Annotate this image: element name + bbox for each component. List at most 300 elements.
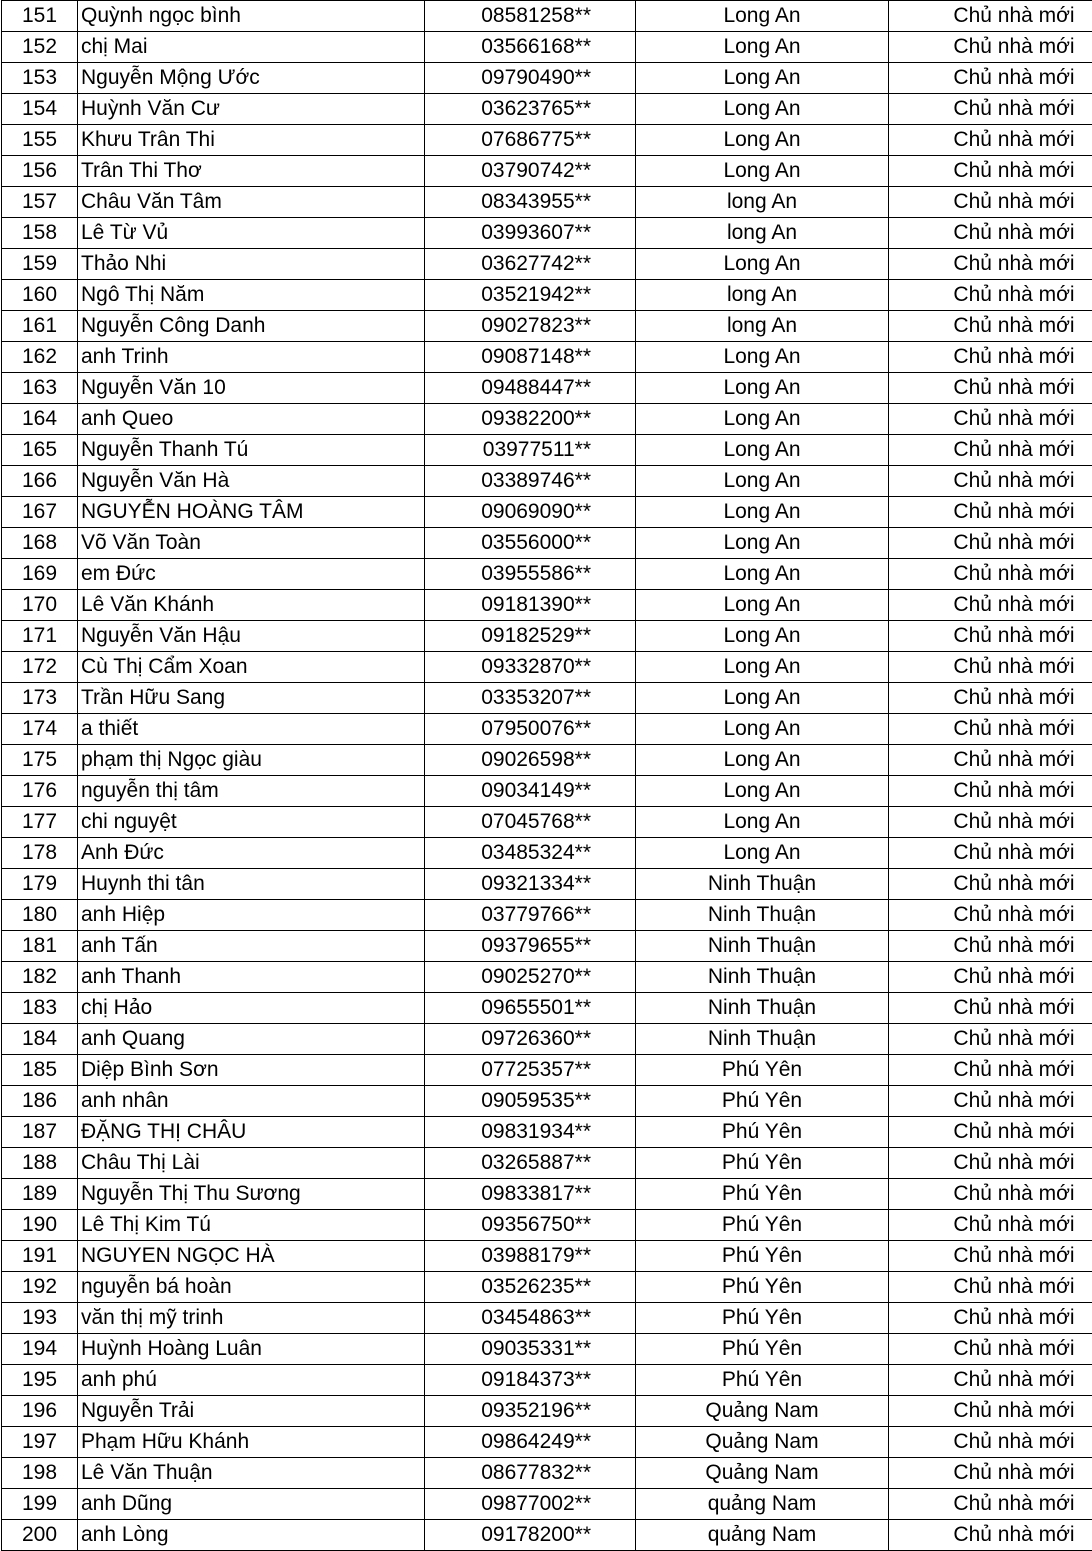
- row-number-cell[interactable]: 195: [2, 1365, 78, 1396]
- province-cell[interactable]: Long An: [636, 342, 889, 373]
- province-cell[interactable]: Phú Yên: [636, 1334, 889, 1365]
- row-number-cell[interactable]: 187: [2, 1117, 78, 1148]
- table-row: [2, 621, 1092, 652]
- row-number-cell[interactable]: 168: [2, 528, 78, 559]
- phone-cell[interactable]: 09877002**: [425, 1489, 636, 1520]
- province-cell[interactable]: quảng Nam: [636, 1489, 889, 1520]
- row-number-cell[interactable]: 169: [2, 559, 78, 590]
- customer-name-cell[interactable]: Châu Văn Tâm: [78, 187, 425, 218]
- phone-cell[interactable]: 09035331**: [425, 1334, 636, 1365]
- row-number-cell[interactable]: 184: [2, 1024, 78, 1055]
- table-row: [2, 1148, 1092, 1179]
- row-number-cell[interactable]: 166: [2, 466, 78, 497]
- status-cell[interactable]: Chủ nhà mới: [889, 218, 1092, 249]
- status-cell[interactable]: Chủ nhà mới: [889, 63, 1092, 94]
- row-number-cell[interactable]: 180: [2, 900, 78, 931]
- table-row: [2, 807, 1092, 838]
- status-cell[interactable]: Chủ nhà mới: [889, 32, 1092, 63]
- table-row: [2, 869, 1092, 900]
- table-row: [2, 497, 1092, 528]
- status-cell[interactable]: Chủ nhà mới: [889, 931, 1092, 962]
- province-cell[interactable]: Long An: [636, 125, 889, 156]
- customer-name-cell[interactable]: Ngô Thị Năm: [78, 280, 425, 311]
- row-number-cell[interactable]: 152: [2, 32, 78, 63]
- province-cell[interactable]: Phú Yên: [636, 1179, 889, 1210]
- province-cell[interactable]: Phú Yên: [636, 1210, 889, 1241]
- row-number-cell[interactable]: 199: [2, 1489, 78, 1520]
- phone-cell[interactable]: 09184373**: [425, 1365, 636, 1396]
- row-number-cell[interactable]: 161: [2, 311, 78, 342]
- status-cell[interactable]: Chủ nhà mới: [889, 590, 1092, 621]
- table-row: [2, 156, 1092, 187]
- customer-name-cell[interactable]: chi nguyệt: [78, 807, 425, 838]
- customer-name-cell[interactable]: anh Lòng: [78, 1520, 425, 1551]
- row-number-cell[interactable]: 175: [2, 745, 78, 776]
- province-cell[interactable]: Long An: [636, 776, 889, 807]
- customer-name-cell[interactable]: anh Tấn: [78, 931, 425, 962]
- customer-name-cell[interactable]: văn thị mỹ trinh: [78, 1303, 425, 1334]
- phone-cell[interactable]: 07725357**: [425, 1055, 636, 1086]
- phone-cell[interactable]: 09655501**: [425, 993, 636, 1024]
- status-cell[interactable]: Chủ nhà mới: [889, 1303, 1092, 1334]
- status-cell[interactable]: Chủ nhà mới: [889, 1272, 1092, 1303]
- row-number-cell[interactable]: 159: [2, 249, 78, 280]
- table-row: [2, 683, 1092, 714]
- table-row: [2, 590, 1092, 621]
- status-cell[interactable]: Chủ nhà mới: [889, 683, 1092, 714]
- province-cell[interactable]: Long An: [636, 807, 889, 838]
- phone-cell[interactable]: 09321334**: [425, 869, 636, 900]
- phone-cell[interactable]: 03265887**: [425, 1148, 636, 1179]
- customer-name-cell[interactable]: chị Mai: [78, 32, 425, 63]
- province-cell[interactable]: Ninh Thuận: [636, 1024, 889, 1055]
- customer-name-cell[interactable]: Khưu Trân Thi: [78, 125, 425, 156]
- customer-name-cell[interactable]: anh nhân: [78, 1086, 425, 1117]
- status-cell[interactable]: Chủ nhà mới: [889, 1458, 1092, 1489]
- customer-name-cell[interactable]: NGUYEN NGỌC HÀ: [78, 1241, 425, 1272]
- status-cell[interactable]: Chủ nhà mới: [889, 1396, 1092, 1427]
- customer-name-cell[interactable]: Nguyễn Thị Thu Sương: [78, 1179, 425, 1210]
- province-cell[interactable]: Long An: [636, 249, 889, 280]
- row-number-cell[interactable]: 171: [2, 621, 78, 652]
- status-cell[interactable]: Chủ nhà mới: [889, 1117, 1092, 1148]
- row-number-cell[interactable]: 163: [2, 373, 78, 404]
- status-cell[interactable]: Chủ nhà mới: [889, 1086, 1092, 1117]
- customer-name-cell[interactable]: Trần Hữu Sang: [78, 683, 425, 714]
- status-cell[interactable]: Chủ nhà mới: [889, 1489, 1092, 1520]
- phone-cell[interactable]: 03566168**: [425, 32, 636, 63]
- province-cell[interactable]: Long An: [636, 559, 889, 590]
- table-row: [2, 1210, 1092, 1241]
- phone-cell[interactable]: 09864249**: [425, 1427, 636, 1458]
- row-number-cell[interactable]: 191: [2, 1241, 78, 1272]
- province-cell[interactable]: Phú Yên: [636, 1055, 889, 1086]
- province-cell[interactable]: long An: [636, 280, 889, 311]
- status-cell[interactable]: Chủ nhà mới: [889, 497, 1092, 528]
- status-cell[interactable]: Chủ nhà mới: [889, 311, 1092, 342]
- phone-cell[interactable]: 03955586**: [425, 559, 636, 590]
- table-row: [2, 63, 1092, 94]
- row-number-cell[interactable]: 172: [2, 652, 78, 683]
- phone-cell[interactable]: 07950076**: [425, 714, 636, 745]
- customer-table: [1, 0, 1092, 1551]
- province-cell[interactable]: Ninh Thuận: [636, 993, 889, 1024]
- row-number-cell[interactable]: 196: [2, 1396, 78, 1427]
- customer-name-cell[interactable]: anh phú: [78, 1365, 425, 1396]
- phone-cell[interactable]: 03521942**: [425, 280, 636, 311]
- customer-name-cell[interactable]: anh Dũng: [78, 1489, 425, 1520]
- province-cell[interactable]: Long An: [636, 1, 889, 32]
- province-cell[interactable]: Long An: [636, 156, 889, 187]
- table-row: [2, 745, 1092, 776]
- province-cell[interactable]: Quảng Nam: [636, 1427, 889, 1458]
- customer-name-cell[interactable]: Nguyễn Công Danh: [78, 311, 425, 342]
- province-cell[interactable]: Long An: [636, 621, 889, 652]
- table-row: [2, 1427, 1092, 1458]
- status-cell[interactable]: Chủ nhà mới: [889, 559, 1092, 590]
- customer-name-cell[interactable]: Lê Thị Kim Tú: [78, 1210, 425, 1241]
- row-number-cell[interactable]: 194: [2, 1334, 78, 1365]
- row-number-cell[interactable]: 182: [2, 962, 78, 993]
- table-row: [2, 1241, 1092, 1272]
- phone-cell[interactable]: 08343955**: [425, 187, 636, 218]
- row-number-cell[interactable]: 156: [2, 156, 78, 187]
- status-cell[interactable]: Chủ nhà mới: [889, 869, 1092, 900]
- province-cell[interactable]: Long An: [636, 94, 889, 125]
- phone-cell[interactable]: 09790490**: [425, 63, 636, 94]
- row-number-cell[interactable]: 164: [2, 404, 78, 435]
- customer-name-cell[interactable]: a thiết: [78, 714, 425, 745]
- row-number-cell[interactable]: 200: [2, 1520, 78, 1551]
- table-row: [2, 466, 1092, 497]
- phone-cell[interactable]: 03623765**: [425, 94, 636, 125]
- status-cell[interactable]: Chủ nhà mới: [889, 1055, 1092, 1086]
- customer-name-cell[interactable]: Diệp Bình Sơn: [78, 1055, 425, 1086]
- row-number-cell[interactable]: 176: [2, 776, 78, 807]
- customer-name-cell[interactable]: phạm thị Ngọc giàu: [78, 745, 425, 776]
- phone-cell[interactable]: 09356750**: [425, 1210, 636, 1241]
- customer-name-cell[interactable]: Nguyễn Trải: [78, 1396, 425, 1427]
- status-cell[interactable]: Chủ nhà mới: [889, 280, 1092, 311]
- province-cell[interactable]: Long An: [636, 683, 889, 714]
- phone-cell[interactable]: 09488447**: [425, 373, 636, 404]
- table-row: [2, 1520, 1092, 1551]
- province-cell[interactable]: Long An: [636, 714, 889, 745]
- province-cell[interactable]: Long An: [636, 435, 889, 466]
- customer-name-cell[interactable]: NGUYỄN HOÀNG TÂM: [78, 497, 425, 528]
- table-row: [2, 714, 1092, 745]
- customer-name-cell[interactable]: anh Thanh: [78, 962, 425, 993]
- status-cell[interactable]: Chủ nhà mới: [889, 249, 1092, 280]
- customer-name-cell[interactable]: nguyễn bá hoàn: [78, 1272, 425, 1303]
- province-cell[interactable]: Ninh Thuận: [636, 962, 889, 993]
- phone-cell[interactable]: 09833817**: [425, 1179, 636, 1210]
- table-row: [2, 125, 1092, 156]
- row-number-cell[interactable]: 178: [2, 838, 78, 869]
- phone-cell[interactable]: 07686775**: [425, 125, 636, 156]
- province-cell[interactable]: long An: [636, 218, 889, 249]
- province-cell[interactable]: Phú Yên: [636, 1365, 889, 1396]
- table-row: [2, 1489, 1092, 1520]
- phone-cell[interactable]: 09069090**: [425, 497, 636, 528]
- customer-name-cell[interactable]: Cù Thị Cẩm Xoan: [78, 652, 425, 683]
- phone-cell[interactable]: 09178200**: [425, 1520, 636, 1551]
- table-row: [2, 528, 1092, 559]
- row-number-cell[interactable]: 190: [2, 1210, 78, 1241]
- province-cell[interactable]: Long An: [636, 466, 889, 497]
- row-number-cell[interactable]: 181: [2, 931, 78, 962]
- customer-name-cell[interactable]: Võ Văn Toàn: [78, 528, 425, 559]
- status-cell[interactable]: Chủ nhà mới: [889, 373, 1092, 404]
- phone-cell[interactable]: 09382200**: [425, 404, 636, 435]
- status-cell[interactable]: Chủ nhà mới: [889, 1365, 1092, 1396]
- customer-name-cell[interactable]: Lê Từ Vủ: [78, 218, 425, 249]
- province-cell[interactable]: Ninh Thuận: [636, 869, 889, 900]
- row-number-cell[interactable]: 173: [2, 683, 78, 714]
- status-cell[interactable]: Chủ nhà mới: [889, 745, 1092, 776]
- customer-name-cell[interactable]: Nguyễn Văn Hà: [78, 466, 425, 497]
- customer-name-cell[interactable]: Huynh thi tân: [78, 869, 425, 900]
- row-number-cell[interactable]: 167: [2, 497, 78, 528]
- province-cell[interactable]: Phú Yên: [636, 1117, 889, 1148]
- customer-name-cell[interactable]: Lê Văn Khánh: [78, 590, 425, 621]
- customer-name-cell[interactable]: Quỳnh ngọc bình: [78, 1, 425, 32]
- row-number-cell[interactable]: 193: [2, 1303, 78, 1334]
- status-cell[interactable]: Chủ nhà mới: [889, 1, 1092, 32]
- customer-name-cell[interactable]: anh Quang: [78, 1024, 425, 1055]
- table-row: [2, 435, 1092, 466]
- table-row: [2, 1396, 1092, 1427]
- table-row: [2, 404, 1092, 435]
- phone-cell[interactable]: 03353207**: [425, 683, 636, 714]
- status-cell[interactable]: Chủ nhà mới: [889, 1179, 1092, 1210]
- customer-name-cell[interactable]: Nguyễn Văn 10: [78, 373, 425, 404]
- table-row: [2, 1365, 1092, 1396]
- phone-cell[interactable]: 03993607**: [425, 218, 636, 249]
- customer-name-cell[interactable]: Nguyễn Văn Hậu: [78, 621, 425, 652]
- province-cell[interactable]: Phú Yên: [636, 1148, 889, 1179]
- province-cell[interactable]: Long An: [636, 63, 889, 94]
- row-number-cell[interactable]: 185: [2, 1055, 78, 1086]
- status-cell[interactable]: Chủ nhà mới: [889, 94, 1092, 125]
- province-cell[interactable]: Ninh Thuận: [636, 900, 889, 931]
- table-row: [2, 559, 1092, 590]
- row-number-cell[interactable]: 198: [2, 1458, 78, 1489]
- table-row: [2, 1272, 1092, 1303]
- table-body: [2, 1, 1092, 1551]
- customer-name-cell[interactable]: Huỳnh Văn Cư: [78, 94, 425, 125]
- customer-name-cell[interactable]: Thảo Nhi: [78, 249, 425, 280]
- status-cell[interactable]: Chủ nhà mới: [889, 125, 1092, 156]
- row-number-cell[interactable]: 192: [2, 1272, 78, 1303]
- phone-cell[interactable]: 09059535**: [425, 1086, 636, 1117]
- table-row: [2, 993, 1092, 1024]
- phone-cell[interactable]: 07045768**: [425, 807, 636, 838]
- table-row: [2, 342, 1092, 373]
- customer-name-cell[interactable]: anh Hiệp: [78, 900, 425, 931]
- table-row: [2, 1458, 1092, 1489]
- status-cell[interactable]: Chủ nhà mới: [889, 342, 1092, 373]
- table-row: [2, 931, 1092, 962]
- province-cell[interactable]: Long An: [636, 497, 889, 528]
- customer-name-cell[interactable]: Phạm Hữu Khánh: [78, 1427, 425, 1458]
- phone-cell[interactable]: 09026598**: [425, 745, 636, 776]
- table-row: [2, 1024, 1092, 1055]
- status-cell[interactable]: Chủ nhà mới: [889, 1520, 1092, 1551]
- phone-cell[interactable]: 09181390**: [425, 590, 636, 621]
- province-cell[interactable]: Long An: [636, 404, 889, 435]
- status-cell[interactable]: Chủ nhà mới: [889, 1427, 1092, 1458]
- customer-name-cell[interactable]: anh Trinh: [78, 342, 425, 373]
- customer-name-cell[interactable]: Trân Thi Thơ: [78, 156, 425, 187]
- status-cell[interactable]: Chủ nhà mới: [889, 1210, 1092, 1241]
- row-number-cell[interactable]: 179: [2, 869, 78, 900]
- phone-cell[interactable]: 08677832**: [425, 1458, 636, 1489]
- status-cell[interactable]: Chủ nhà mới: [889, 962, 1092, 993]
- status-cell[interactable]: Chủ nhà mới: [889, 1148, 1092, 1179]
- row-number-cell[interactable]: 157: [2, 187, 78, 218]
- customer-name-cell[interactable]: chị Hảo: [78, 993, 425, 1024]
- status-cell[interactable]: Chủ nhà mới: [889, 1024, 1092, 1055]
- phone-cell[interactable]: 09182529**: [425, 621, 636, 652]
- phone-cell[interactable]: 09726360**: [425, 1024, 636, 1055]
- customer-name-cell[interactable]: Anh Đức: [78, 838, 425, 869]
- phone-cell[interactable]: 03485324**: [425, 838, 636, 869]
- phone-cell[interactable]: 03627742**: [425, 249, 636, 280]
- province-cell[interactable]: Long An: [636, 745, 889, 776]
- table-row: [2, 311, 1092, 342]
- phone-cell[interactable]: 09025270**: [425, 962, 636, 993]
- table-row: [2, 838, 1092, 869]
- status-cell[interactable]: Chủ nhà mới: [889, 621, 1092, 652]
- phone-cell[interactable]: 03977511**: [425, 435, 636, 466]
- customer-name-cell[interactable]: ĐẶNG THỊ CHÂU: [78, 1117, 425, 1148]
- province-cell[interactable]: Long An: [636, 838, 889, 869]
- phone-cell[interactable]: 09034149**: [425, 776, 636, 807]
- row-number-cell[interactable]: 151: [2, 1, 78, 32]
- row-number-cell[interactable]: 188: [2, 1148, 78, 1179]
- province-cell[interactable]: Quảng Nam: [636, 1396, 889, 1427]
- customer-name-cell[interactable]: em Đức: [78, 559, 425, 590]
- status-cell[interactable]: Chủ nhà mới: [889, 1334, 1092, 1365]
- row-number-cell[interactable]: 183: [2, 993, 78, 1024]
- phone-cell[interactable]: 03526235**: [425, 1272, 636, 1303]
- table-row: [2, 1, 1092, 32]
- province-cell[interactable]: Phú Yên: [636, 1086, 889, 1117]
- province-cell[interactable]: Quảng Nam: [636, 1458, 889, 1489]
- row-number-cell[interactable]: 160: [2, 280, 78, 311]
- status-cell[interactable]: Chủ nhà mới: [889, 404, 1092, 435]
- customer-name-cell[interactable]: anh Queo: [78, 404, 425, 435]
- phone-cell[interactable]: 03389746**: [425, 466, 636, 497]
- table-row: [2, 94, 1092, 125]
- row-number-cell[interactable]: 174: [2, 714, 78, 745]
- province-cell[interactable]: long An: [636, 311, 889, 342]
- table-row: [2, 962, 1092, 993]
- status-cell[interactable]: Chủ nhà mới: [889, 435, 1092, 466]
- province-cell[interactable]: Ninh Thuận: [636, 931, 889, 962]
- status-cell[interactable]: Chủ nhà mới: [889, 652, 1092, 683]
- row-number-cell[interactable]: 189: [2, 1179, 78, 1210]
- row-number-cell[interactable]: 186: [2, 1086, 78, 1117]
- status-cell[interactable]: Chủ nhà mới: [889, 187, 1092, 218]
- table-row: [2, 373, 1092, 404]
- province-cell[interactable]: Long An: [636, 590, 889, 621]
- status-cell[interactable]: Chủ nhà mới: [889, 900, 1092, 931]
- phone-cell[interactable]: 09027823**: [425, 311, 636, 342]
- customer-name-cell[interactable]: Châu Thị Lài: [78, 1148, 425, 1179]
- row-number-cell[interactable]: 154: [2, 94, 78, 125]
- row-number-cell[interactable]: 153: [2, 63, 78, 94]
- status-cell[interactable]: Chủ nhà mới: [889, 838, 1092, 869]
- province-cell[interactable]: quảng Nam: [636, 1520, 889, 1551]
- customer-name-cell[interactable]: Lê Văn Thuận: [78, 1458, 425, 1489]
- status-cell[interactable]: Chủ nhà mới: [889, 807, 1092, 838]
- table-row: [2, 280, 1092, 311]
- table-row: [2, 900, 1092, 931]
- status-cell[interactable]: Chủ nhà mới: [889, 528, 1092, 559]
- customer-name-cell[interactable]: Nguyễn Thanh Tú: [78, 435, 425, 466]
- customer-name-cell[interactable]: nguyễn thị tâm: [78, 776, 425, 807]
- phone-cell[interactable]: 03988179**: [425, 1241, 636, 1272]
- phone-cell[interactable]: 03779766**: [425, 900, 636, 931]
- phone-cell[interactable]: 03454863**: [425, 1303, 636, 1334]
- table-row: [2, 1055, 1092, 1086]
- status-cell[interactable]: Chủ nhà mới: [889, 714, 1092, 745]
- row-number-cell[interactable]: 177: [2, 807, 78, 838]
- phone-cell[interactable]: 09379655**: [425, 931, 636, 962]
- phone-cell[interactable]: 03790742**: [425, 156, 636, 187]
- table-row: [2, 1086, 1092, 1117]
- province-cell[interactable]: Long An: [636, 373, 889, 404]
- row-number-cell[interactable]: 155: [2, 125, 78, 156]
- row-number-cell[interactable]: 158: [2, 218, 78, 249]
- table-row: [2, 652, 1092, 683]
- phone-cell[interactable]: 03556000**: [425, 528, 636, 559]
- table-row: [2, 32, 1092, 63]
- phone-cell[interactable]: 08581258**: [425, 1, 636, 32]
- phone-cell[interactable]: 09831934**: [425, 1117, 636, 1148]
- customer-name-cell[interactable]: Huỳnh Hoàng Luân: [78, 1334, 425, 1365]
- status-cell[interactable]: Chủ nhà mới: [889, 993, 1092, 1024]
- province-cell[interactable]: Long An: [636, 32, 889, 63]
- province-cell[interactable]: long An: [636, 187, 889, 218]
- province-cell[interactable]: Phú Yên: [636, 1272, 889, 1303]
- table-row: [2, 218, 1092, 249]
- row-number-cell[interactable]: 165: [2, 435, 78, 466]
- row-number-cell[interactable]: 170: [2, 590, 78, 621]
- table-row: [2, 249, 1092, 280]
- row-number-cell[interactable]: 162: [2, 342, 78, 373]
- province-cell[interactable]: Long An: [636, 652, 889, 683]
- status-cell[interactable]: Chủ nhà mới: [889, 1241, 1092, 1272]
- phone-cell[interactable]: 09087148**: [425, 342, 636, 373]
- phone-cell[interactable]: 09352196**: [425, 1396, 636, 1427]
- table-row: [2, 1334, 1092, 1365]
- table-row: [2, 1179, 1092, 1210]
- province-cell[interactable]: Phú Yên: [636, 1241, 889, 1272]
- phone-cell[interactable]: 09332870**: [425, 652, 636, 683]
- table-row: [2, 776, 1092, 807]
- status-cell[interactable]: Chủ nhà mới: [889, 776, 1092, 807]
- table-row: [2, 187, 1092, 218]
- province-cell[interactable]: Phú Yên: [636, 1303, 889, 1334]
- status-cell[interactable]: Chủ nhà mới: [889, 156, 1092, 187]
- row-number-cell[interactable]: 197: [2, 1427, 78, 1458]
- status-cell[interactable]: Chủ nhà mới: [889, 466, 1092, 497]
- customer-name-cell[interactable]: Nguyễn Mộng Ước: [78, 63, 425, 94]
- province-cell[interactable]: Long An: [636, 528, 889, 559]
